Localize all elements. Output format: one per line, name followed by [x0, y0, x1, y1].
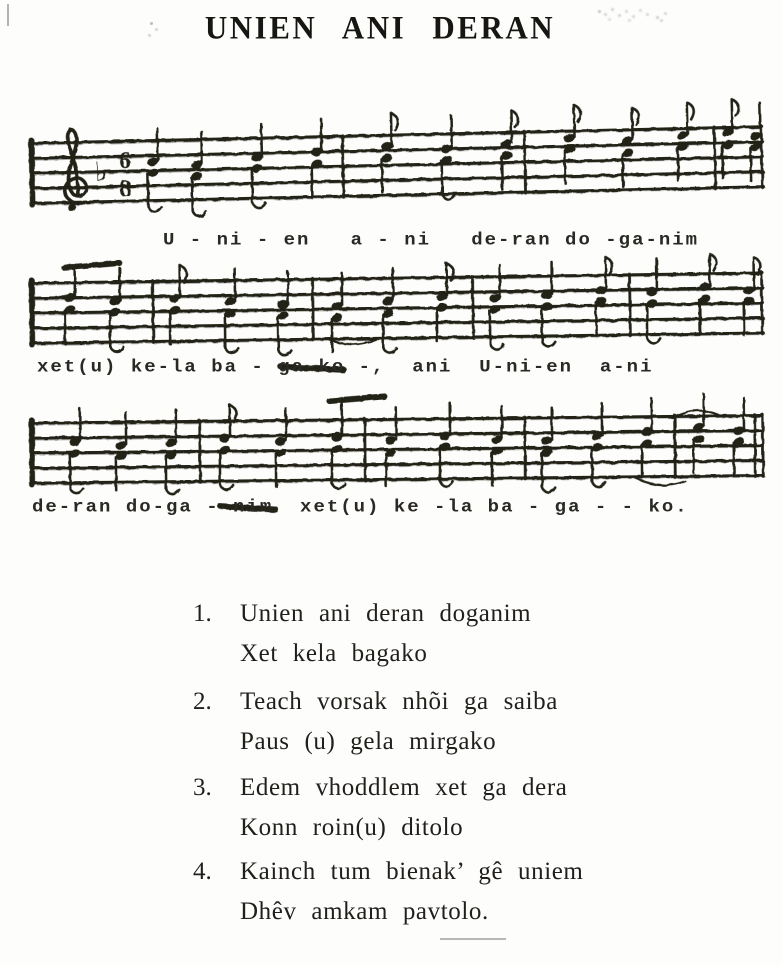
svg-text:8: 8: [119, 176, 132, 203]
verse-3-number: 3.: [193, 774, 212, 801]
verse-4: [193, 852, 583, 932]
verse-1: [193, 594, 531, 674]
verse-3-line-2: Konn roin(u) ditolo: [240, 814, 464, 841]
verse-1-line-1: Unien ani deran doganim: [240, 600, 532, 627]
verse-3: [193, 768, 567, 848]
staff-3-lyrics: de-ran do-ga - nim xet(u) ke -la ba - ga - - ko.: [32, 496, 689, 518]
verse-2-line-1: Teach vorsak nhõi ga saiba: [240, 688, 558, 715]
staff-1-lyrics: U - ni - en a - ni de-ran do -ga-nim: [163, 229, 700, 251]
verse-2-number: 2.: [193, 688, 212, 715]
verse-4-number: 4.: [193, 858, 212, 885]
scan-artifact-line: [440, 938, 506, 940]
svg-text:♭: ♭: [94, 157, 108, 188]
verse-2-line-2: Paus (u) gela mirgako: [240, 728, 497, 755]
verse-1-line-2: Xet kela bagako: [240, 640, 428, 667]
music-staff-1: [25, 118, 770, 236]
verse-2: [193, 682, 558, 762]
verse-4-line-1: Kainch tum bienak’ gê uniem: [240, 858, 584, 885]
verse-4-line-2: Dhêv amkam pavtolo.: [240, 898, 489, 925]
svg-text:6: 6: [118, 148, 132, 175]
page-title: UNIEN ANI DERAN: [204, 9, 556, 46]
verse-1-number: 1.: [193, 600, 212, 627]
staff-2-lyrics: xet(u) ke-la ba - ga-ko -, ani U-ni-en a-ni: [37, 356, 654, 378]
verse-3-line-1: Edem vhoddlem xet ga dera: [240, 774, 568, 801]
